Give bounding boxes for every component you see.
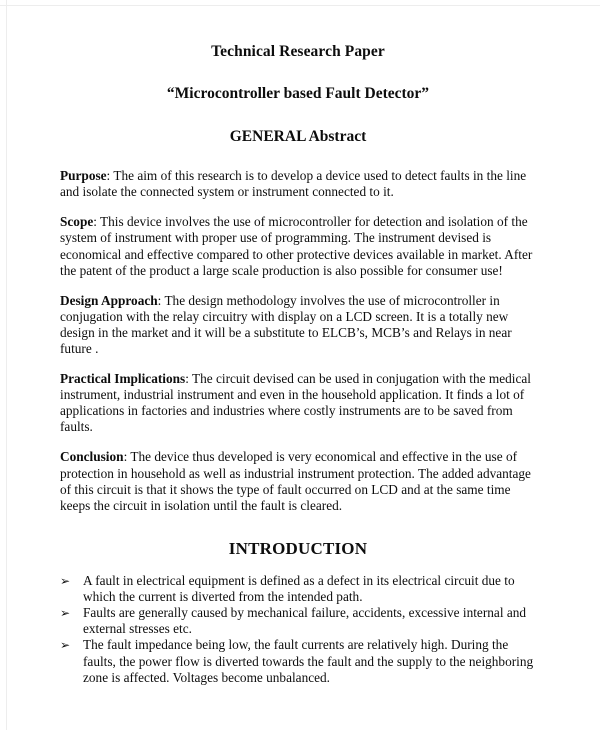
abstract-section [60,168,536,514]
list-item [60,637,536,685]
arrowhead-bullet-icon: ➢ [60,574,71,589]
arrowhead-bullet-icon: ➢ [60,638,71,653]
paragraph-body: The circuit devised can be used in conjugation with the medical instrument, industrial instrument and even in the household application. It finds a lot of applications in factories and industries where costly instruments are to be saved from faults. [60,371,531,435]
paragraph-lead-separator: : [123,449,131,465]
document-content [60,0,536,686]
abstract-paragraph-conclusion [60,449,536,513]
abstract-paragraph-scope [60,214,536,278]
abstract-paragraph-purpose [60,168,536,200]
list-item-text: Faults are generally caused by mechanical failure, accidents, excessive internal and external stresses etc. [83,605,527,637]
abstract-paragraph-design-approach [60,293,536,357]
paragraph-lead-label: Purpose [60,168,107,184]
list-item [60,605,536,637]
introduction-heading: INTRODUCTION [228,538,368,558]
arrowhead-bullet-icon: ➢ [60,606,71,621]
paragraph-body: The aim of this research is to develop a device used to detect faults in the line and isolate the connected system or instrument connected to it. [60,168,527,200]
list-item [60,573,536,605]
introduction-section [60,538,536,686]
introduction-list [60,573,536,686]
abstract-heading: GENERAL Abstract [229,127,367,145]
document-subtitle: “Microcontroller based Fault Detector” [166,85,430,103]
paragraph-body: The design methodology involves the use of microcontroller in conjugation with the relay circuitry with display on a LCD screen. It is a totally new design in the market and it will be a substitute to ELCB’s, MCB’s and Relays in near future . [60,292,512,356]
paragraph-lead-label: Scope [60,214,94,230]
page-title: Technical Research Paper [211,43,385,60]
list-item-text: A fault in electrical equipment is defined as a defect in its electrical circuit due to which the current is diverted from the intended path. [83,573,515,605]
paragraph-lead-separator: : [157,292,165,308]
abstract-paragraph-practical-implications [60,371,536,435]
paragraph-lead-label: Design Approach [60,292,158,308]
paragraph-body: This device involves the use of microcontroller for detection and isolation of the system of instrument with proper use of programming. The instrument devised is economical and effective compared to other protective devices available in market. After the patent of the product a large scale production is also possible for consumer use! [60,214,533,278]
paragraph-lead-label: Practical Implications [60,371,186,387]
paragraph-lead-separator: : [185,371,192,387]
paragraph-body: The device thus developed is very economical and effective in the use of protection in household as well as industrial instrument protection. The added advantage of this circuit is that it shows the type of fault occurred on LCD and at the same time keeps the circuit in isolation until the fault is cleared. [60,449,531,513]
list-item-text: The fault impedance being low, the fault currents are relatively high. During the faults, the power flow is diverted towards the fault and the supply to the neighboring zone is affected. Voltages become unbalanced. [83,637,534,685]
paragraph-lead-separator: : [106,168,114,184]
title-block [60,0,536,146]
paragraph-lead-label: Conclusion [60,449,124,465]
paragraph-lead-separator: : [93,214,101,230]
